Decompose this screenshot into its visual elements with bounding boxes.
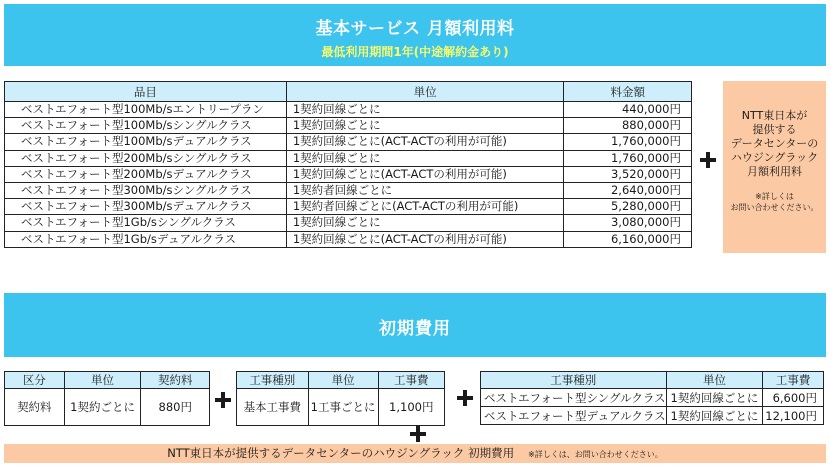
header-work-type: 工事種別 (237, 372, 309, 389)
price-cell: 440,000円 (564, 102, 692, 118)
table-row (5, 199, 692, 215)
unit-cell: 1契約ごとに (64, 389, 141, 426)
table-row (5, 182, 692, 198)
table-row (5, 134, 692, 150)
unit-cell: 1契約回線ごとに (666, 389, 763, 407)
header-work-fee: 工事費 (763, 372, 824, 389)
initial-fee-banner (4, 293, 826, 357)
table-row (5, 166, 692, 182)
category-cell: 契約料 (5, 389, 65, 426)
fee-cell: 1,100円 (378, 389, 444, 426)
housing-rack-monthly-box (723, 81, 826, 253)
price-cell: 5,280,000円 (564, 199, 692, 215)
price-cell: 1,760,000円 (564, 150, 692, 166)
header-contract-fee: 契約料 (141, 372, 210, 389)
unit-cell: 1契約回線ごとに (286, 215, 564, 231)
price-cell: 880,000円 (564, 118, 692, 134)
table-header-row (481, 372, 824, 389)
unit-cell: 1契約回線ごとに(ACT-ACTの利用が可能) (286, 166, 564, 182)
fee-cell: 12,100円 (763, 407, 824, 425)
price-cell: 3,080,000円 (564, 215, 692, 231)
housing-rack-initial-text: NTT東日本が提供するデータセンターのハウジングラック 初期費用 (167, 446, 515, 460)
monthly-fee-title: 基本サービス 月額利用料 (315, 19, 515, 39)
housing-rack-note: ※詳しくは お問い合わせください。 (730, 192, 819, 212)
table-row (481, 389, 824, 407)
item-cell: ベストエフォート型100Mb/sシングルクラス (5, 118, 287, 134)
table-row (5, 389, 210, 426)
construction-fee-table (236, 371, 445, 426)
item-cell: ベストエフォート型200Mb/sデュアルクラス (5, 166, 287, 182)
table-row (5, 215, 692, 231)
fee-cell: 6,600円 (763, 389, 824, 407)
monthly-fee-subtitle: 最低利用期間1年(中途解約金あり) (321, 45, 509, 59)
header-work-type: 工事種別 (481, 372, 667, 389)
monthly-fee-banner (4, 4, 826, 66)
unit-cell: 1契約回線ごとに (286, 118, 564, 134)
housing-rack-initial-note: ※詳しくは、お問い合わせください。 (528, 450, 663, 459)
table-row (5, 231, 692, 247)
price-cell: 3,520,000円 (564, 166, 692, 182)
unit-cell: 1契約回線ごとに(ACT-ACTの利用が可能) (286, 231, 564, 247)
table-row (5, 118, 692, 134)
header-price: 料金額 (564, 82, 692, 102)
unit-cell: 1契約回線ごとに(ACT-ACTの利用が可能) (286, 134, 564, 150)
table-row (5, 150, 692, 166)
unit-cell: 1契約回線ごとに (666, 407, 763, 425)
plus-icon (457, 390, 473, 406)
plus-icon (215, 392, 231, 408)
fee-cell: 880円 (141, 389, 210, 426)
unit-cell: 1契約者回線ごとに(ACT-ACTの利用が可能) (286, 199, 564, 215)
header-category: 区分 (5, 372, 65, 389)
housing-rack-monthly-text: NTT東日本が 提供する データセンターの ハウジングラック 月額利用料 (730, 109, 819, 178)
item-cell: ベストエフォート型300Mb/sデュアルクラス (5, 199, 287, 215)
housing-rack-initial-bar (4, 444, 826, 463)
table-header-row (237, 372, 445, 389)
item-cell: ベストエフォート型100Mb/sデュアルクラス (5, 134, 287, 150)
price-cell: 1,760,000円 (564, 134, 692, 150)
table-header-row (5, 372, 210, 389)
work-type-cell: ベストエフォート型シングルクラス (481, 389, 667, 407)
item-cell: ベストエフォート型300Mb/sシングルクラス (5, 182, 287, 198)
initial-fee-title: 初期費用 (379, 319, 451, 339)
header-unit: 単位 (286, 82, 564, 102)
table-row (237, 389, 445, 426)
best-effort-construction-table (480, 371, 824, 425)
plus-icon (700, 152, 716, 168)
unit-cell: 1契約者回線ごとに (286, 182, 564, 198)
price-cell: 2,640,000円 (564, 182, 692, 198)
header-unit: 単位 (64, 372, 141, 389)
table-header-row (5, 82, 692, 102)
work-type-cell: 基本工事費 (237, 389, 309, 426)
table-row (5, 102, 692, 118)
header-unit: 単位 (308, 372, 378, 389)
item-cell: ベストエフォート型1Gb/sデュアルクラス (5, 231, 287, 247)
header-work-fee: 工事費 (378, 372, 444, 389)
price-cell: 6,160,000円 (564, 231, 692, 247)
header-unit: 単位 (666, 372, 763, 389)
unit-cell: 1契約回線ごとに (286, 150, 564, 166)
header-item: 品目 (5, 82, 287, 102)
unit-cell: 1契約回線ごとに (286, 102, 564, 118)
unit-cell: 1工事ごとに (308, 389, 378, 426)
item-cell: ベストエフォート型1Gb/sシングルクラス (5, 215, 287, 231)
monthly-fee-table (4, 81, 692, 248)
item-cell: ベストエフォート型100Mb/sエントリープラン (5, 102, 287, 118)
plus-icon (410, 426, 426, 442)
table-row (481, 407, 824, 425)
work-type-cell: ベストエフォート型デュアルクラス (481, 407, 667, 425)
contract-fee-table (4, 371, 210, 426)
item-cell: ベストエフォート型200Mb/sシングルクラス (5, 150, 287, 166)
